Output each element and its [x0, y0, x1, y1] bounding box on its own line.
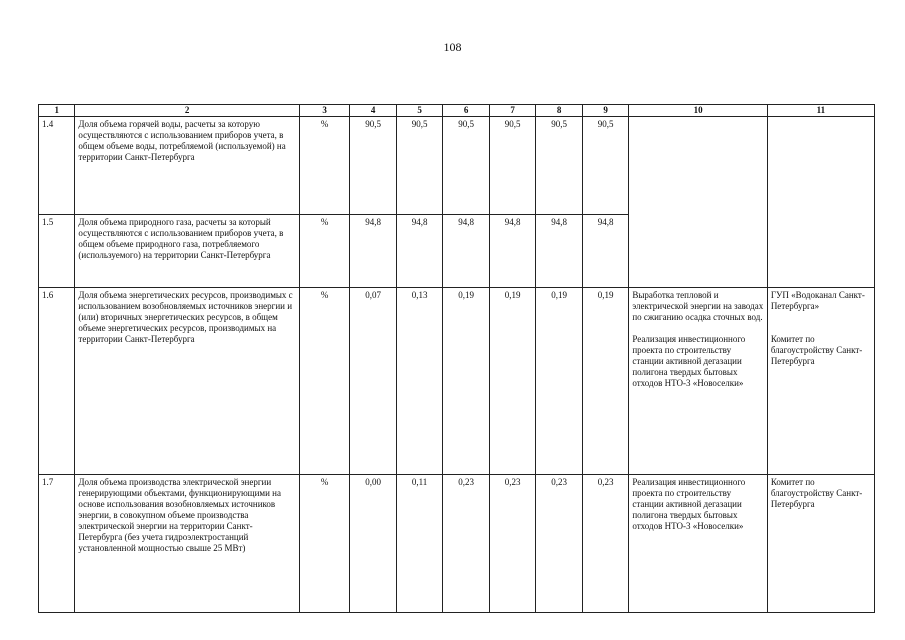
measure-paragraph: Реализация инвестиционного проекта по строительству станции активной дегазации полигона твердых бытовых отходов НТО-3 «Новоселки»	[632, 333, 746, 388]
header-cell: 9	[582, 105, 629, 117]
unit-cell: %	[299, 288, 350, 475]
header-cell: 8	[536, 105, 583, 117]
measures-cell	[629, 288, 767, 475]
row-number: 1.4	[39, 117, 75, 215]
unit-cell: %	[299, 117, 350, 215]
value-cell: 90,5	[350, 117, 397, 215]
table-row	[39, 117, 875, 215]
header-cell: 7	[489, 105, 536, 117]
value-cell: 0,23	[536, 475, 583, 613]
table-header-row	[39, 105, 875, 117]
value-cell: 94,8	[396, 215, 443, 288]
measure-paragraph: Выработка тепловой и электрической энергии на заводах по сжиганию осадка сточных вод.	[632, 290, 764, 322]
header-cell: 10	[629, 105, 767, 117]
indicator-name: Доля объема производства электрической энергии генерирующими объектами, функционирующими на основе использования возобновляемых источников энергии, в совокупном объеме производства электрической энергии на территории Санкт-Петербурга (без учета гидроэлектростанций установленной мощностью свыше 25 МВт)	[75, 475, 299, 613]
value-cell: 0,23	[489, 475, 536, 613]
value-cell: 0,11	[396, 475, 443, 613]
value-cell: 94,8	[443, 215, 490, 288]
value-cell: 90,5	[443, 117, 490, 215]
responsible-cell-empty	[767, 117, 874, 288]
value-cell: 0,19	[443, 288, 490, 475]
value-cell: 0,19	[582, 288, 629, 475]
value-cell: 90,5	[489, 117, 536, 215]
responsible-entity: ГУП «Водоканал Санкт-Петербурга»	[770, 290, 865, 311]
measures-cell-empty	[629, 117, 767, 288]
measure-paragraph: Реализация инвестиционного проекта по строительству станции активной дегазации полигона твердых бытовых отходов НТО-3 «Новоселки»	[632, 477, 746, 531]
header-cell: 11	[767, 105, 874, 117]
value-cell: 94,8	[489, 215, 536, 288]
value-cell: 0,19	[536, 288, 583, 475]
unit-cell: %	[299, 475, 350, 613]
value-cell: 0,23	[582, 475, 629, 613]
indicator-name: Доля объема горячей воды, расчеты за которую осуществляются с использованием приборов учета, в общем объеме воды, потребляемой (используемой) на территории Санкт-Петербурга	[75, 117, 299, 215]
value-cell: 0,07	[350, 288, 397, 475]
value-cell: 0,13	[396, 288, 443, 475]
header-cell: 1	[39, 105, 75, 117]
page-number: 108	[443, 40, 462, 54]
value-cell: 94,8	[536, 215, 583, 288]
header-cell: 4	[350, 105, 397, 117]
responsible-cell	[767, 288, 874, 475]
value-cell: 0,19	[489, 288, 536, 475]
responsible-entity: Комитет по благоустройству Санкт-Петербурга	[770, 477, 863, 509]
row-number: 1.5	[39, 215, 75, 288]
value-cell: 0,00	[350, 475, 397, 613]
header-cell: 2	[75, 105, 299, 117]
responsible-entity: Комитет по благоустройству Санкт-Петербурга	[770, 333, 863, 366]
measures-cell	[629, 475, 767, 613]
row-number: 1.7	[39, 475, 75, 613]
value-cell: 90,5	[396, 117, 443, 215]
value-cell: 94,8	[582, 215, 629, 288]
responsible-cell	[767, 475, 874, 613]
value-cell: 90,5	[582, 117, 629, 215]
indicator-name: Доля объема энергетических ресурсов, производимых с использованием возобновляемых источников энергии и (или) вторичных энергетических ресурсов, в общем объеме энергетических ресурсов, производимых на территории Санкт-Петербурга	[75, 288, 299, 475]
table-row	[39, 475, 875, 613]
indicator-name: Доля объема природного газа, расчеты за который осуществляются с использованием приборов учета, в общем объеме природного газа, потребляемого (используемого) на территории Санкт-Петербурга	[75, 215, 299, 288]
value-cell: 0,23	[443, 475, 490, 613]
table-row	[39, 288, 875, 475]
header-cell: 6	[443, 105, 490, 117]
row-number: 1.6	[39, 288, 75, 475]
value-cell: 94,8	[350, 215, 397, 288]
unit-cell: %	[299, 215, 350, 288]
value-cell: 90,5	[536, 117, 583, 215]
header-cell: 3	[299, 105, 350, 117]
header-cell: 5	[396, 105, 443, 117]
indicator-table	[38, 104, 875, 613]
